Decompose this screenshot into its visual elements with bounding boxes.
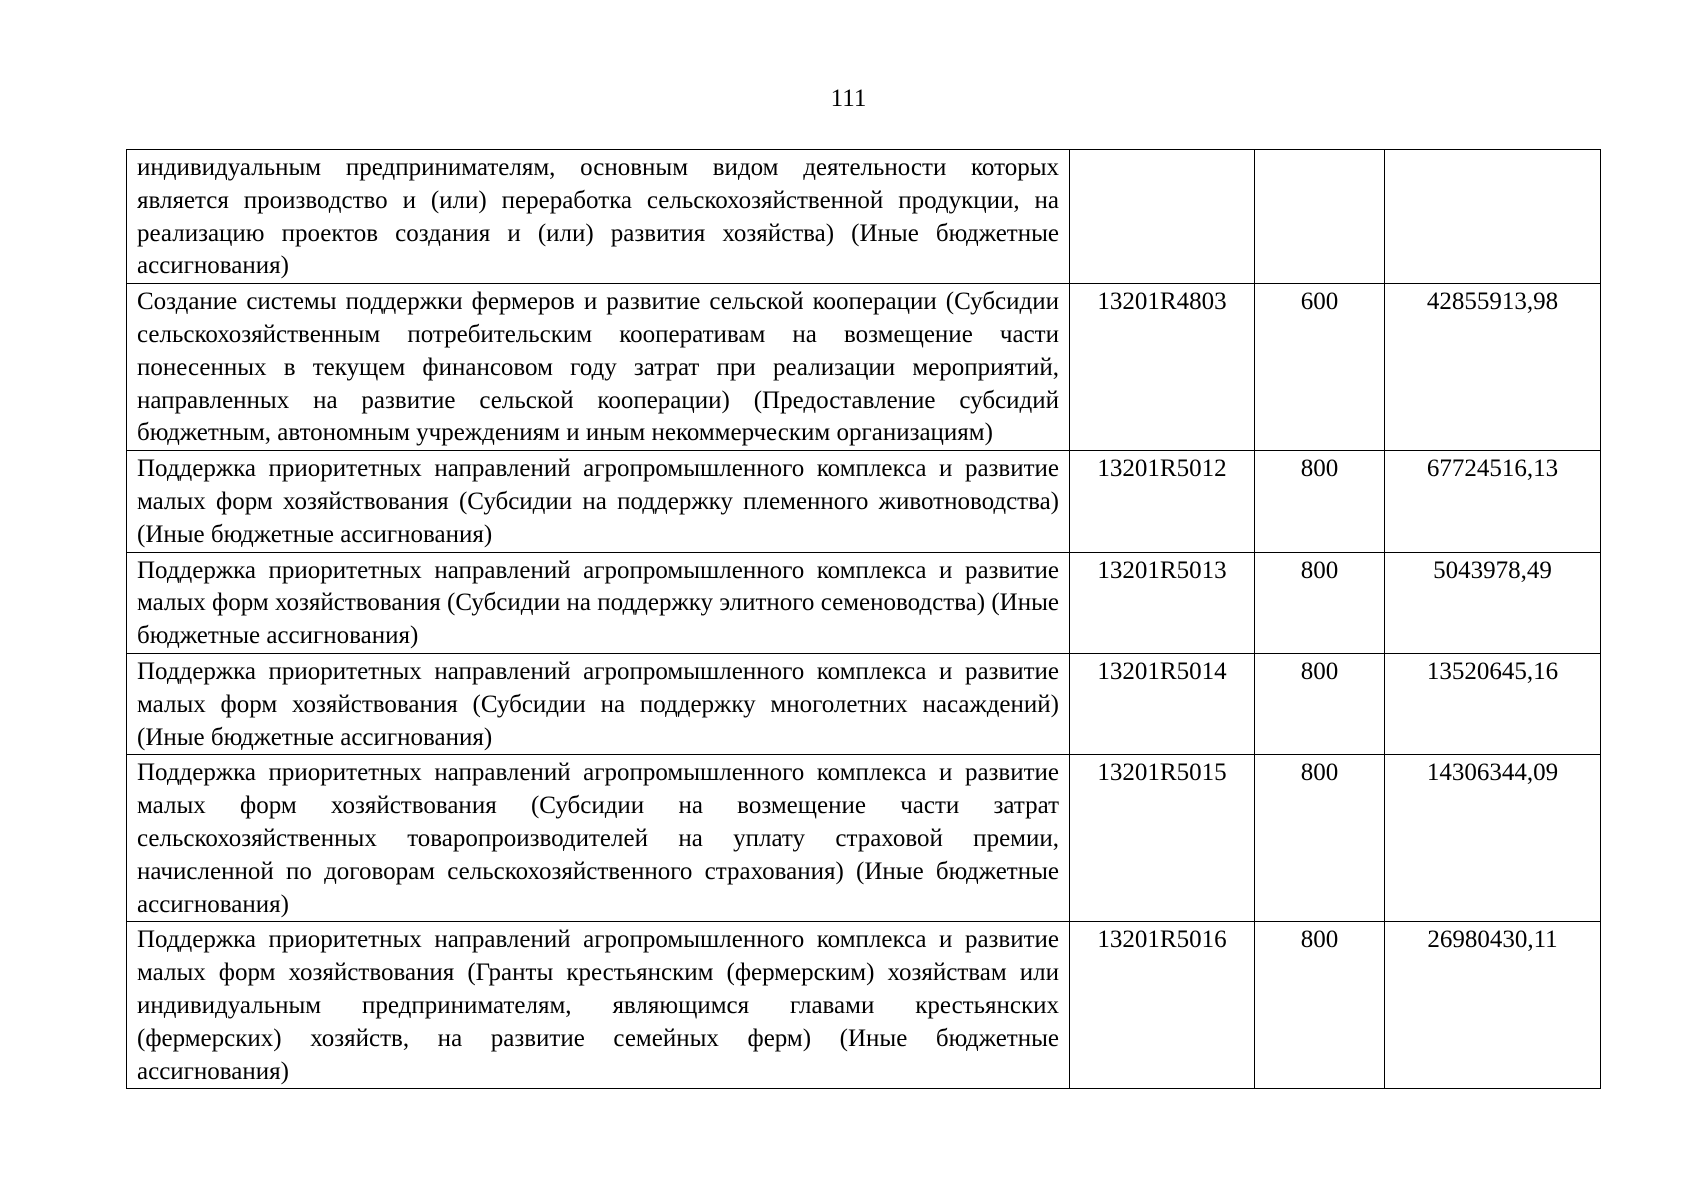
table-row [127, 653, 1601, 754]
row-amount: 5043978,49 [1385, 552, 1601, 653]
table-row [127, 451, 1601, 552]
row-description: Поддержка приоритетных направлений агропромышленного комплекса и развитие малых форм хозяйствования (Субсидии на поддержку элитного семеноводства) (Иные бюджетные ассигнования) [127, 552, 1070, 653]
row-expense-type: 600 [1255, 284, 1385, 451]
row-code: 13201R5016 [1070, 922, 1255, 1089]
row-amount: 13520645,16 [1385, 653, 1601, 754]
row-expense-type: 800 [1255, 755, 1385, 922]
row-code: 13201R5015 [1070, 755, 1255, 922]
row-code: 13201R5014 [1070, 653, 1255, 754]
row-expense-type: 800 [1255, 552, 1385, 653]
row-amount: 26980430,11 [1385, 922, 1601, 1089]
row-amount: 42855913,98 [1385, 284, 1601, 451]
page-number: 111 [830, 85, 867, 112]
row-code: 13201R4803 [1070, 284, 1255, 451]
table-row [127, 284, 1601, 451]
row-expense-type: 800 [1255, 653, 1385, 754]
row-description: Поддержка приоритетных направлений агропромышленного комплекса и развитие малых форм хозяйствования (Субсидии на возмещение части затрат сельскохозяйственных товаропроизводителей на уплату страховой премии, начисленной по договорам сельскохозяйственного страхования) (Иные бюджетные ассигнования) [127, 755, 1070, 922]
budget-table [126, 149, 1601, 1089]
row-expense-type [1255, 150, 1385, 284]
row-code [1070, 150, 1255, 284]
row-description: индивидуальным предпринимателям, основным видом деятельности которых является производство и (или) переработка сельскохозяйственной продукции, на реализацию проектов создания и (или) развития хозяйства) (Иные бюджетные ассигнования) [127, 150, 1070, 284]
row-description: Поддержка приоритетных направлений агропромышленного комплекса и развитие малых форм хозяйствования (Гранты крестьянским (фермерским) хозяйствам или индивидуальным предпринимателям, являющимся главами крестьянских (фермерских) хозяйств, на развитие семейных ферм) (Иные бюджетные ассигнования) [127, 922, 1070, 1089]
row-description: Поддержка приоритетных направлений агропромышленного комплекса и развитие малых форм хозяйствования (Субсидии на поддержку племенного животноводства) (Иные бюджетные ассигнования) [127, 451, 1070, 552]
row-code: 13201R5012 [1070, 451, 1255, 552]
row-expense-type: 800 [1255, 451, 1385, 552]
table-row [127, 922, 1601, 1089]
table-row [127, 150, 1601, 284]
table-row [127, 755, 1601, 922]
row-description: Поддержка приоритетных направлений агропромышленного комплекса и развитие малых форм хозяйствования (Субсидии на поддержку многолетних насаждений) (Иные бюджетные ассигнования) [127, 653, 1070, 754]
row-expense-type: 800 [1255, 922, 1385, 1089]
table-row [127, 552, 1601, 653]
row-amount: 14306344,09 [1385, 755, 1601, 922]
row-amount [1385, 150, 1601, 284]
row-amount: 67724516,13 [1385, 451, 1601, 552]
row-code: 13201R5013 [1070, 552, 1255, 653]
row-description: Создание системы поддержки фермеров и развитие сельской кооперации (Субсидии сельскохозяйственным потребительским кооперативам на возмещение части понесенных в текущем финансовом году затрат при реализации мероприятий, направленных на развитие сельской кооперации) (Предоставление субсидий бюджетным, автономным учреждениям и иным некоммерческим организациям) [127, 284, 1070, 451]
